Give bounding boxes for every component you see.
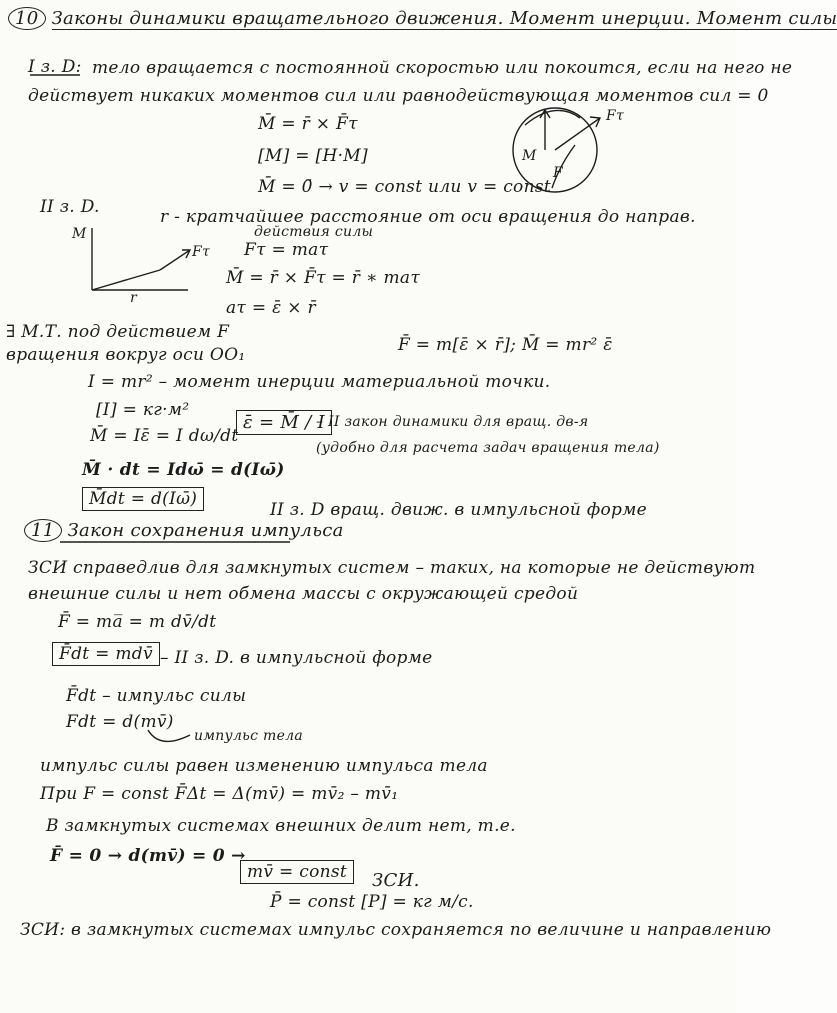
law1-text-line2: действует никаких моментов сил или равнодействующая моментов сил = 0 — [28, 86, 769, 106]
law1-fig-force-label: Fτ — [606, 108, 625, 124]
eq-impulse-boxed: F̄dt = mdv̄ — [52, 642, 160, 666]
law1-eq-zero: M̄ = 0̄ → v = const или v = const — [258, 177, 551, 197]
law1-eq-moment: M̄ = r̄ × F̄τ — [258, 114, 358, 134]
law2-axis-m-label: M — [72, 226, 87, 242]
eq-zsi-label: ЗСИ. — [372, 870, 420, 891]
eq-newton: F̄ = ma̅ = m dv̄/dt — [58, 612, 217, 632]
law2-eq-tangential: Fτ = maτ — [244, 240, 329, 260]
eq-conservation-chain: F̄ = 0 → d(mv̄) = 0 → — [50, 846, 246, 866]
law2-fig-r-label: r — [130, 290, 137, 306]
law2-mt-line2: вращения вокруг оси OO₁ — [6, 345, 246, 365]
law2-eq-epsilon: M̄ = Iε̄ = I dω/dt — [90, 426, 239, 446]
law2-eq-acceleration: aτ = ε̄ × r̄ — [226, 298, 316, 318]
law2-r-definition-1: r - кратчайшее расстояние от оси вращения до направ. — [160, 207, 696, 227]
law1-text-line1: тело вращается с постоянной скоростью или покоится, если на него не — [92, 58, 793, 78]
law1-fig-moment-label: M — [522, 148, 537, 164]
zsi-final-statement: ЗСИ: в замкнутых системах импульс сохраняется по величине и направлению — [20, 920, 772, 940]
law1-fig-f-label: F — [553, 165, 564, 181]
eq-impulse-of-force: F̄dt – импульс силы — [66, 686, 247, 706]
eq-conservation-boxed: mv̄ = const — [240, 860, 354, 884]
section-number: 10 — [8, 7, 46, 30]
law2-inertia: I = mr² – момент инерции материальной точки. — [88, 372, 551, 392]
law2-r-definition-2: действия силы — [254, 224, 374, 240]
eq-impulse-note: – II з. D. в импульсной форме — [160, 648, 433, 668]
radius-vector — [92, 270, 160, 290]
closed-systems-text: В замкнутых системах внешних делит нет, т.е. — [46, 816, 516, 836]
tangent-force — [160, 250, 190, 270]
law2-impulse-form: II з. D вращ. движ. в импульсной форме — [270, 500, 647, 520]
law2-boxed-differential: M̄dt = d(Iω̄) — [82, 487, 204, 511]
law1-label: I з. D: — [28, 57, 82, 77]
impulse-statement: импульс силы равен изменению импульса тела — [40, 756, 488, 776]
zsi-text-1: ЗСИ справедлив для замкнутых систем – таких, на которые не действуют — [28, 558, 756, 578]
law2-mt-line1: ∃ М.Т. под действием F — [6, 322, 230, 342]
law2-note-1: – II закон динамики для вращ. дв-я — [316, 414, 589, 430]
section-10-heading — [8, 8, 837, 29]
law2-eq-moment: M̄ = r̄ × F̄τ = r̄ ∗ maτ — [226, 268, 421, 288]
zsi-text-2: внешние силы и нет обмена массы с окружающей средой — [28, 584, 579, 604]
section-title: Законы динамики вращательного движения. Момент инерции. Момент силы — [51, 8, 837, 29]
const-force-relation: При F = const F̄Δt = Δ(mv̄) = mv̄₂ – mv̄₁ — [40, 784, 399, 804]
law2-label: II з. D. — [40, 197, 100, 217]
eq-momentum-const: P̄ = const [P] = кг м/с. — [270, 892, 474, 912]
section-number: 11 — [24, 519, 62, 542]
law2-fig-force-label: Fτ — [192, 244, 211, 260]
law1-eq-units: [M] = [H·M] — [258, 146, 368, 166]
law2-note-2: (удобно для расчета задач вращения тела) — [316, 440, 660, 456]
section-11-heading — [24, 520, 344, 541]
law2-eq-differential: M̄ · dt = Idω̄ = d(Iω̄) — [82, 460, 285, 480]
law2-units: [I] = кг·м² — [96, 400, 190, 420]
eq-momentum-note: импульс тела — [194, 728, 304, 744]
law2-boxed-epsilon: ε̄ = M̄ / I — [236, 410, 332, 435]
eq-momentum-change: Fdt = d(mv̄) — [66, 712, 174, 732]
section-title: Закон сохранения импульса — [67, 520, 344, 541]
law2-eq-force-moment: F̄ = m[ε̄ × r̄]; M̄ = mr² ε̄ — [398, 335, 613, 355]
